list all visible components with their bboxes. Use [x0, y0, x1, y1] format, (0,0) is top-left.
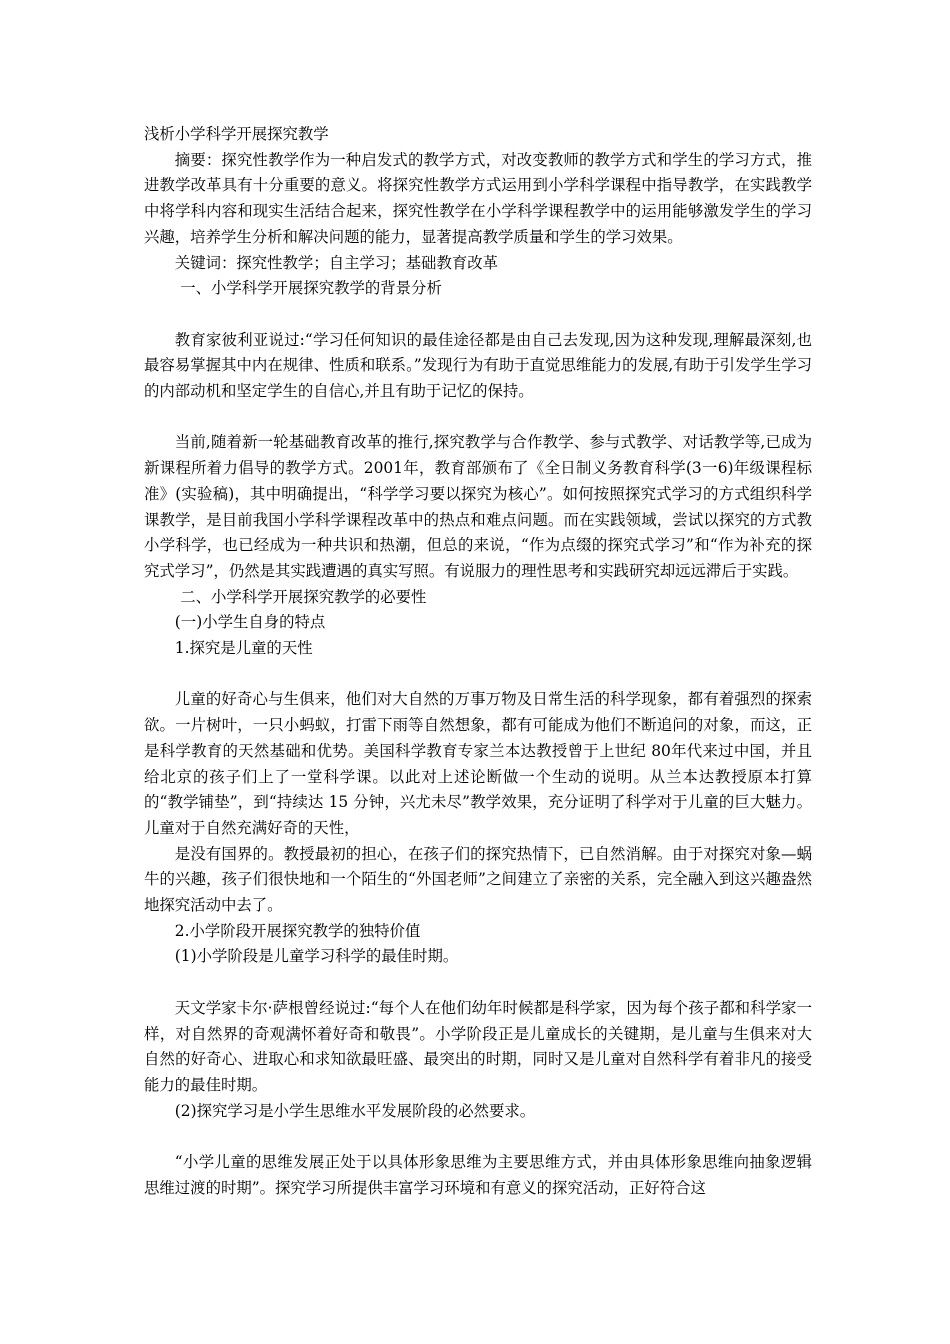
curiosity-paragraph: 儿童的好奇心与生俱来，他们对大自然的万事万物及日常生活的科学现象，都有着强烈的探索欲。一片树叶，一只小蚂蚁，打雷下雨等自然想象，都有可能成为他们不断追问的对象，而这，正是科学教育的天然基础和优势。美国科学教育专家兰本达教授曾于上世纪 80年代来过中国，并且给北京的孩子们上了一堂科学课。以此对上述论断做一个生动的说明。从兰本达教授原本打算的“教学铺垫”，到“持续达 15 分钟，兴尤未尽”教学效果，充分证明了科学对于儿童的巨大魅力。儿童对于自然充满好奇的天性， [144, 690, 812, 837]
current-reform-paragraph: 当前,随着新一轮基础教育改革的推行,探究教学与合作教学、参与式教学、对话教学等,已成为新课程所着力倡导的教学方式。2001年，教育部颁布了《全日制义务教育科学(3一6)年级课程标准》(实验稿)，其中明确提出，“科学学习要以探究为核心”。如何按照探究式学习的方式组织科学课教学，是目前我国小学科学课程改革中的热点和难点问题。而在实践领域，尝试以探究的方式教小学科学，也已经成为一种共识和热潮，但总的来说，“作为点缀的探究式学习”和“作为补充的探究式学习”，仍然是其实践遭遇的真实写照。有说服力的理性思考和实践研究却远远滞后于实践。 [144, 433, 812, 580]
item-2-point-1: (1)小学阶段是儿童学习科学的最佳时期。 [174, 947, 459, 966]
item-2-point-2: (2)探究学习是小学生思维水平发展阶段的必然要求。 [174, 1101, 536, 1120]
keywords-line: 关键词：探究性教学；自主学习；基础教育改革 [174, 253, 499, 272]
no-borders-paragraph: 是没有国界的。教授最初的担心，在孩子们的探究热情下，已自然消解。由于对探究对象—蜗牛的兴趣，孩子们很快地和一个陌生的“外国老师”之间建立了亲密的关系，完全融入到这兴趣盎然地探究活动中去了。 [144, 844, 812, 915]
paragraph-gap [144, 302, 812, 328]
paragraph-gap [144, 662, 812, 688]
document-title: 浅析小学科学开展探究教学 [144, 125, 329, 143]
subsection-1-item-2: 2.小学阶段开展探究教学的独特价值 [174, 921, 421, 940]
document-page [144, 122, 812, 1201]
section-1-heading: 一、小学科学开展探究教学的背景分析 [180, 279, 442, 298]
section-2-heading: 二、小学科学开展探究教学的必要性 [180, 587, 427, 606]
paragraph-gap [144, 970, 812, 996]
paragraph-gap [144, 405, 812, 431]
subsection-1-heading: (一)小学生自身的特点 [174, 613, 326, 632]
sagan-quote-paragraph: 天文学家卡尔·萨根曾经说过:“每个人在他们幼年时候都是科学家，因为每个孩子都和科学家一样，对自然界的奇观满怀着好奇和敬畏”。小学阶段正是儿童成长的关键期，是儿童与生俱来对大自然的好奇心、进取心和求知欲最旺盛、最突出的时期，同时又是儿童对自然科学有着非凡的接受能力的最佳时期。 [144, 998, 812, 1094]
subsection-1-item-1: 1.探究是儿童的天性 [174, 639, 313, 658]
thinking-development-paragraph: “小学儿童的思维发展正处于以具体形象思维为主要思维方式，并由具体形象思维向抽象逻辑思维过渡的时期”。探究学习所提供丰富学习环境和有意义的探究活动，正好符合这 [144, 1153, 812, 1197]
abstract-paragraph: 摘要：探究性教学作为一种启发式的教学方式，对改变教师的教学方式和学生的学习方式，推进教学改革具有十分重要的意义。将探究性教学方式运用到小学科学课程中指导教学，在实践教学中将学科内容和现实生活结合起来，探究性教学在小学科学课程教学中的运用能够激发学生的学习兴趣，培养学生分析和解决问题的能力，显著提高教学质量和学生的学习效果。 [144, 150, 812, 246]
paragraph-gap [144, 1124, 812, 1150]
polya-quote-paragraph: 教育家彼利亚说过:“学习任何知识的最佳途径都是由自己去发现,因为这种发现,理解最深刻,也最容易掌握其中内在规律、性质和联系。”发现行为有助于直觉思维能力的发展,有助于引发学生学习的内部动机和坚定学生的自信心,并且有助于记忆的保持。 [144, 330, 812, 401]
